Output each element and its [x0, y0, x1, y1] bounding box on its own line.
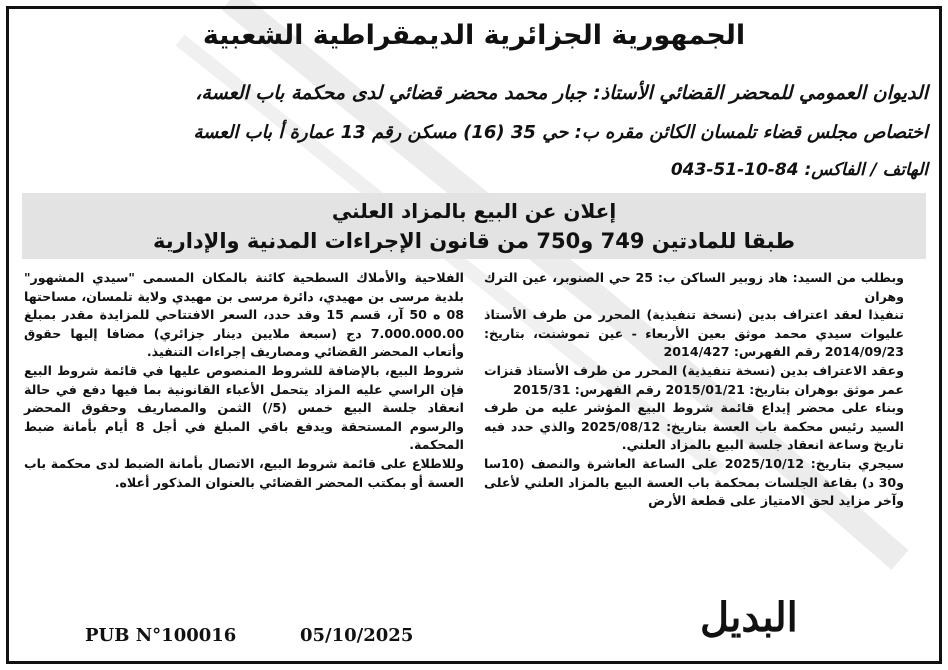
- requester-paragraph: وبطلب من السيد: هاد زوبير الساكن ب: 25 حي الصنوبر، عين الترك وهران: [484, 270, 904, 304]
- left-column: [24, 269, 464, 492]
- bailiff-office-line: الديوان العمومي للمحضر القضائي الأستاذ: جبار محمد محضر قضائي لدى محكمة باب العسة،: [195, 82, 928, 104]
- property-paragraph: الفلاحية والأملاك السطحية كائنة بالمكان المسمى "سيدي المشهور" بلدية مرسى بن مهيدي، دائرة مرسى بن مهيدي ولاية تلمسان، مساحتها 08 ه 50 آر، قسم 15 وقد حدد، السعر الافتتاحي للمزايدة مقدر بمبلغ 7.000.000.00 دج (سبعة ملايين دينار جزائري) مضافا إليها حقوق وأتعاب المحضر القضائي ومصاريف إجراءات التنفيذ.: [24, 270, 464, 360]
- right-column: [484, 269, 904, 511]
- newspaper-logo: البديل: [700, 594, 798, 641]
- phone-fax-line: الهاتف / الفاكس: 84-10-51-043: [670, 160, 928, 180]
- pub-number: PUB N°100016: [85, 625, 237, 646]
- legal-basis-heading: طبقا للمادتين 749 و750 من قانون الإجراءات المدنية والإدارية: [153, 229, 795, 253]
- sale-conditions-paragraph: شروط البيع، بالإضافة للشروط المنصوص عليها في قائمة شروط البيع فإن الراسي عليه المزاد يتحمل الأعباء القانونية بما فيها دفع في حالة انعقاد جلسة البيع خمس (5/) الثمن والمصاريف وحقوق المحضر والرسوم المستحقة ويدفع باقي المبلغ في أجل 8 أيام بأمانة ضبط المحكمة.: [24, 362, 464, 453]
- republic-title: الجمهورية الجزائرية الديمقراطية الشعبية: [202, 20, 746, 51]
- contact-paragraph: وللاطلاع على قائمة شروط البيع، الاتصال بأمانة الضبط لدى محكمة باب العسة أو بمكتب المحضر القضائي بالعنوان المذكور أعلاه.: [24, 455, 464, 490]
- auction-heading: إعلان عن البيع بالمزاد العلني: [331, 199, 617, 223]
- deposit-minutes-paragraph: وبناء على محضر إيداع قائمة شروط البيع المؤشر عليه من طرف السيد رئيس محكمة باب العسة بتاريخ: 2025/08/12 والذي حدد فيه تاريخ وساعة انعقاد جلسة البيع بالمزاد العلني.: [484, 400, 904, 453]
- debt-deed-paragraph-2: وعقد الاعتراف بدين (نسخة تنفيذية) المحرر من طرف الأستاذ قنزات عمر موثق بوهران بتاريخ: 2015/01/21 رقم الفهرس: 2015/31: [484, 362, 904, 397]
- debt-deed-paragraph-1: تنفيذا لعقد اعتراف بدين (نسخة تنفيذية) المحرر من طرف الأستاذ عليوات سيدي محمد موثق بعين الأربعاء - عين تموشنت، بتاريخ: 2014/09/23 رقم الفهرس: 2014/427: [484, 307, 904, 360]
- address-line: اختصاص مجلس قضاء تلمسان الكائن مقره ب: حي 35 (16) مسكن رقم 13 عمارة أ باب العسة: [193, 122, 928, 143]
- publication-date: 05/10/2025: [300, 625, 414, 646]
- auction-date-paragraph: سيجري بتاريخ: 2025/10/12 على الساعة العاشرة والنصف (10سا و30 د) بقاعة الجلسات بمحكمة باب العسة البيع بالمزاد العلني لأعلى وآخر مزايد لحق الامتياز على قطعة الأرض: [484, 455, 904, 509]
